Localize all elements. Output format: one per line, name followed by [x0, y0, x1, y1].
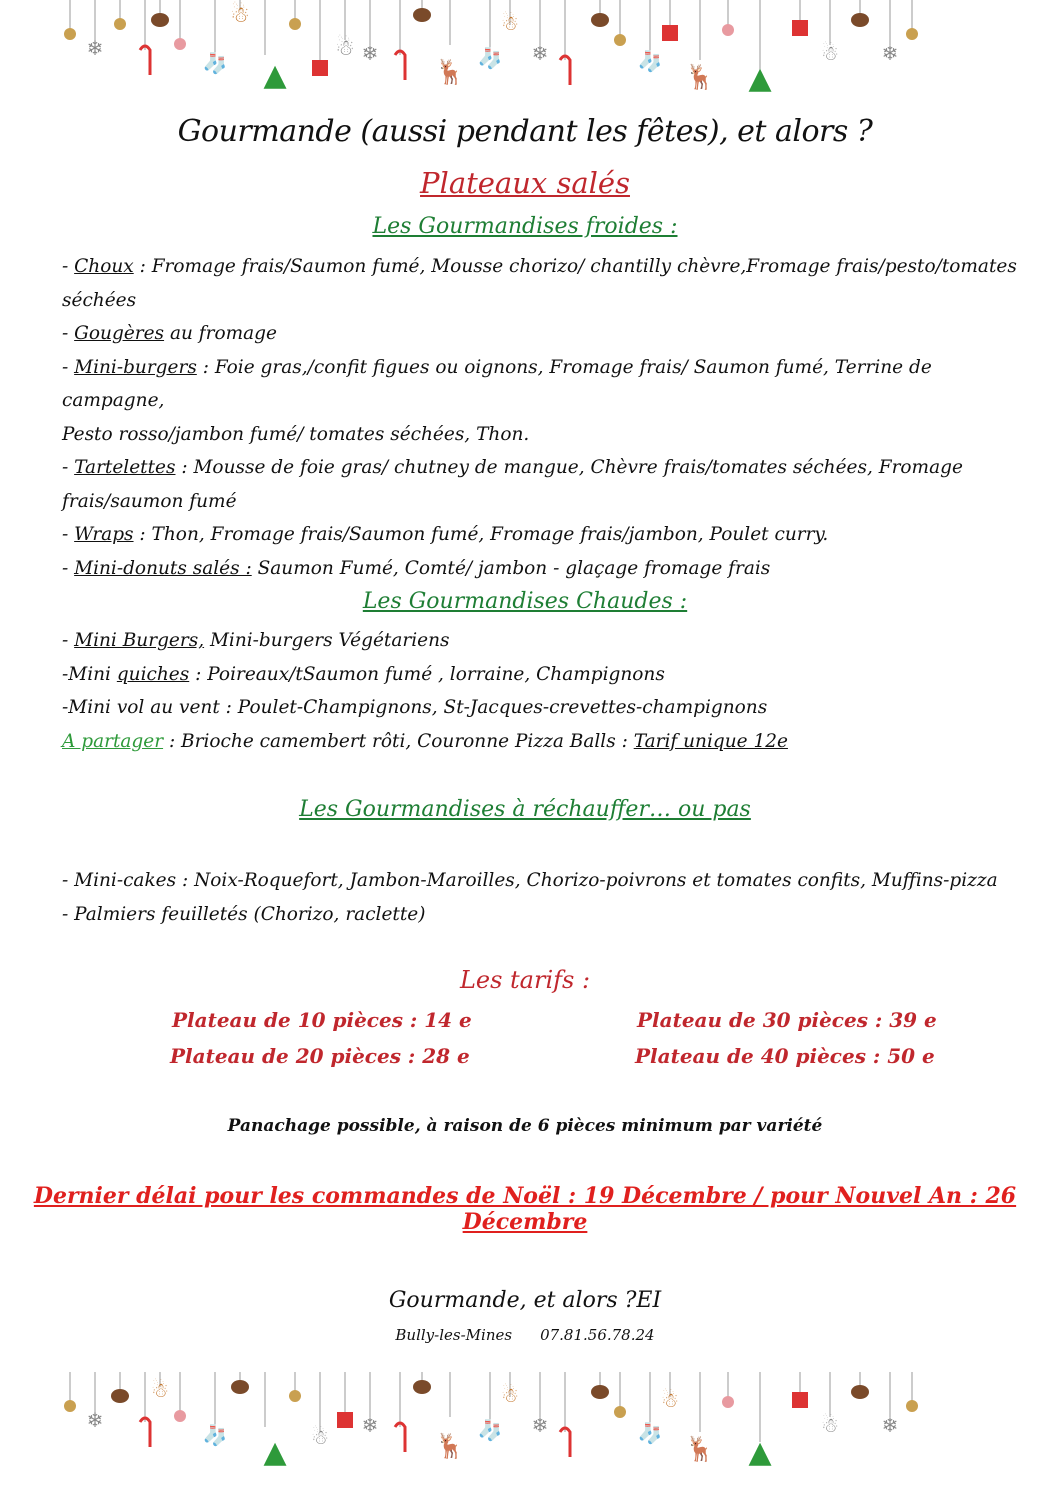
svg-text:🧦: 🧦: [477, 1418, 503, 1442]
svg-text:❄: ❄: [881, 41, 899, 65]
list-item: - Tartelettes : Mousse de foie gras/ chutney de mangue, Chèvre frais/tomates séchées, Fromage: [62, 457, 963, 478]
list-item: - Wraps : Thon, Fromage frais/Saumon fumé, Fromage frais/jambon, Poulet curry.: [62, 524, 829, 545]
svg-text:🧦: 🧦: [202, 1423, 228, 1447]
deadline-notice: Dernier délai pour les commandes de Noël : 19 Décembre / pour Nouvel An : 26 Décembre: [33, 1183, 1017, 1235]
list-item-cont: Pesto rosso/jambon fumé/ tomates séchées, Thon.: [62, 423, 530, 445]
list-item: - Mini-burgers : Foie gras,/confit figues ou oignons, Fromage frais/ Saumon fumé, Terrine de campagne,: [62, 356, 932, 411]
svg-text:☃: ☃: [230, 3, 250, 28]
svg-text:❄: ❄: [86, 1408, 104, 1432]
tarif-10: Plateau de 10 pièces : 14 e: [172, 1008, 472, 1032]
svg-text:🦌: 🦌: [685, 1435, 715, 1463]
chaudes-list: [62, 624, 1022, 758]
svg-text:❄: ❄: [361, 1413, 379, 1437]
list-item: - Choux : Fromage frais/Saumon fumé, Mousse chorizo/ chantilly chèvre,Fromage frais/pesto/tomates: [62, 256, 1017, 277]
footer-city: Bully-les-Mines: [395, 1326, 513, 1344]
svg-text:🧦: 🧦: [637, 49, 663, 73]
svg-text:🧦: 🧦: [477, 46, 503, 70]
list-item: -Mini quiches : Poireaux/tSaumon fumé , lorraine, Champignons: [62, 663, 665, 685]
footer-company: Gourmande, et alors ?EI: [388, 1288, 662, 1313]
footer-phone: 07.81.56.78.24: [540, 1326, 655, 1344]
svg-text:▲: ▲: [263, 1435, 287, 1470]
svg-text:☃: ☃: [501, 11, 519, 35]
list-item: - Palmiers feuilletés (Chorizo, raclette): [62, 903, 426, 925]
list-item: - Mini-donuts salés : Saumon Fumé, Comté/ jambon - glaçage fromage frais: [62, 557, 771, 579]
section-heading-froides: Les Gourmandises froides :: [372, 214, 678, 239]
list-item-cont: frais/saumon fumé: [62, 490, 237, 512]
list-item: A partager : Brioche camembert rôti, Couronne Pizza Balls : Tarif unique 12e: [62, 730, 788, 752]
tarif-40: Plateau de 40 pièces : 50 e: [635, 1044, 935, 1068]
section-heading-chaudes: Les Gourmandises Chaudes :: [362, 589, 688, 614]
svg-text:☃: ☃: [821, 1413, 839, 1437]
rechauffer-list: [62, 864, 1022, 931]
page-title: Gourmande (aussi pendant les fêtes), et alors ?: [177, 114, 873, 149]
list-item: - Gougères au fromage: [62, 323, 277, 344]
panachage-note: Panachage possible, à raison de 6 pièces minimum par variété: [227, 1116, 823, 1136]
list-item-cont: séchées: [62, 289, 137, 311]
svg-text:❄: ❄: [531, 41, 549, 65]
list-item: -Mini vol au vent : Poulet-Champignons, St-Jacques-crevettes-champignons: [62, 697, 768, 718]
svg-text:☃: ☃: [335, 36, 355, 61]
section-heading-rechauffer: Les Gourmandises à réchauffer… ou pas: [299, 797, 751, 822]
svg-text:▲: ▲: [748, 61, 772, 96]
page-subtitle: Plateaux salés: [420, 166, 630, 200]
tarifs-heading: Les tarifs :: [459, 966, 591, 994]
list-item: - Mini-cakes : Noix-Roquefort, Jambon-Maroilles, Chorizo-poivrons et tomates confits, Muffins-pizza: [62, 870, 998, 891]
svg-text:🦌: 🦌: [685, 63, 715, 91]
svg-text:🦌: 🦌: [435, 1432, 465, 1460]
christmas-garland-bottom: [60, 1372, 920, 1484]
svg-text:❄: ❄: [881, 1413, 899, 1437]
svg-text:🧦: 🧦: [202, 51, 228, 75]
svg-text:☃: ☃: [151, 1378, 169, 1402]
tarif-30: Plateau de 30 pièces : 39 e: [637, 1008, 937, 1032]
svg-text:☃: ☃: [501, 1383, 519, 1407]
footer-contact: [0, 1326, 1050, 1344]
christmas-garland-top: [60, 0, 920, 110]
tarif-20: Plateau de 20 pièces : 28 e: [170, 1044, 470, 1068]
svg-text:❄: ❄: [531, 1413, 549, 1437]
svg-text:☃: ☃: [311, 1425, 329, 1449]
svg-text:❄: ❄: [86, 36, 104, 60]
froides-list: [62, 250, 1022, 585]
svg-text:▲: ▲: [263, 58, 287, 93]
list-item: - Mini Burgers, Mini-burgers Végétariens: [62, 630, 450, 651]
svg-text:▲: ▲: [748, 1435, 772, 1470]
svg-text:☃: ☃: [821, 41, 839, 65]
svg-text:🧦: 🧦: [637, 1421, 663, 1445]
svg-text:❄: ❄: [361, 41, 379, 65]
svg-text:☃: ☃: [661, 1388, 679, 1412]
svg-text:🦌: 🦌: [435, 58, 465, 86]
